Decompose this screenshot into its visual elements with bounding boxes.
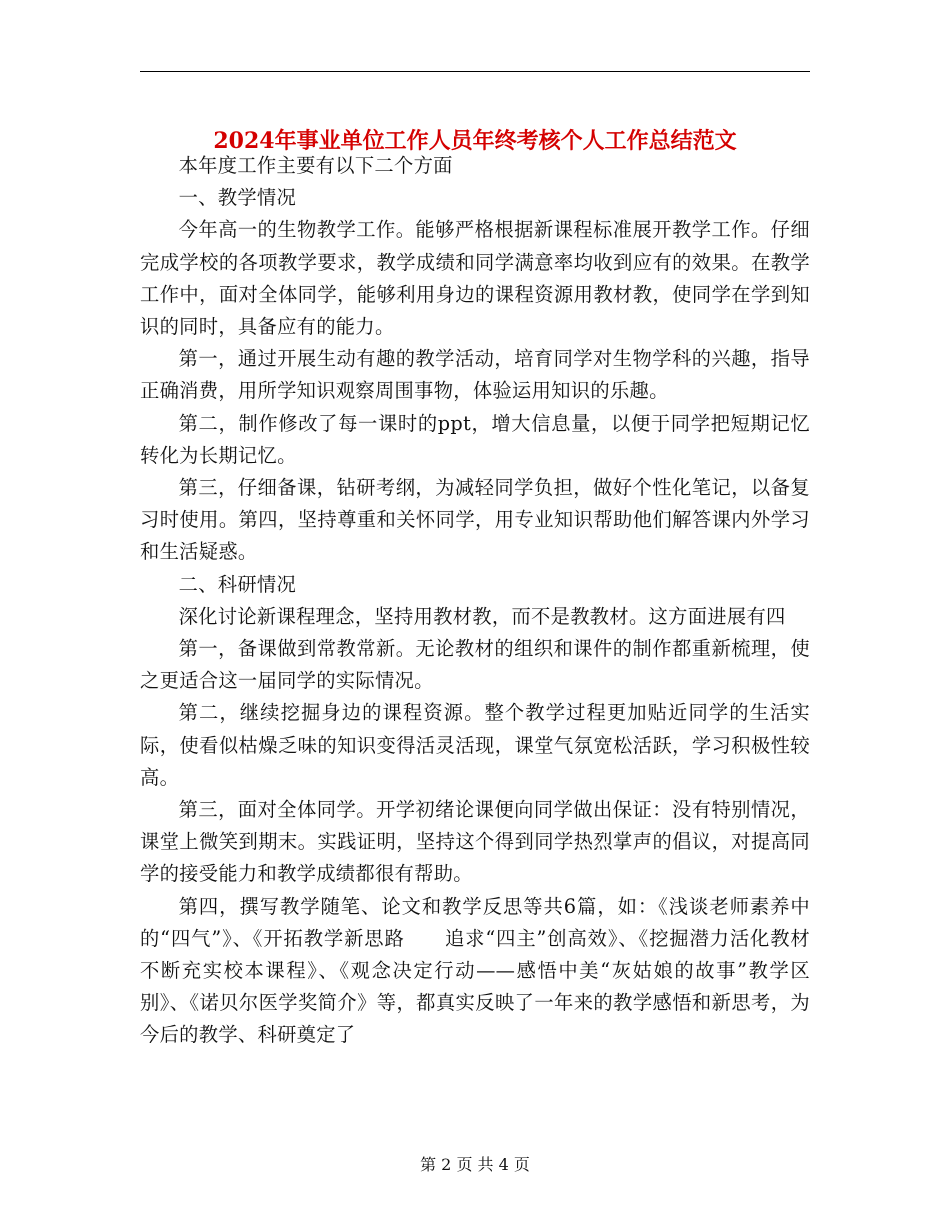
paragraph: 第四，撰写教学随笔、论文和教学反思等共6篇，如：《浅谈老师素养中的“四气”》、《开拓教学新思路 追求“四主”创高效》、《挖掘潜力活化教材 不断充实校本课程》、《观念决定行动——感悟中美“灰姑娘的故事”教学区别》、《诺贝尔医学奖简介》等，都真实反映了一年来的教学感悟和新思考，为今后的教学、科研奠定了: [140, 894, 850, 1047]
paragraph: 本年度工作主要有以下二个方面: [178, 154, 453, 177]
paragraph: 深化讨论新课程理念，坚持用教材教，而不是教教材。这方面进展有四: [178, 604, 786, 628]
paragraph: 第一，备课做到常教常新。无论教材的组织和课件的制作都重新梳理，使之更适合这一届同学的实际情况。: [140, 637, 810, 693]
paragraph: 今年高一的生物教学工作。能够严格根据新课程标准展开教学工作。仔细完成学校的各项教学要求，教学成绩和同学满意率均收到应有的效果。在教学工作中，面对全体同学，能够利用身边的课程资源用教材教，使同学在学到知识的同时，具备应有的能力。: [140, 218, 810, 339]
document-title: 2024年事业单位工作人员年终考核个人工作总结范文: [213, 127, 737, 154]
paragraph: 第二，制作修改了每一课时的ppt，增大信息量，以便于同学把短期记忆转化为长期记忆。: [140, 411, 810, 467]
section-heading: 一、教学情况: [178, 186, 297, 210]
paragraph: 第三，面对全体同学。开学初绪论课便向同学做出保证：没有特别情况，课堂上微笑到期末。实践证明，坚持这个得到同学热烈掌声的倡议，对提高同学的接受能力和教学成绩都很有帮助。: [140, 798, 810, 886]
paragraph: 第一，通过开展生动有趣的教学活动，培育同学对生物学科的兴趣，指导正确消费，用所学知识观察周围事物，体验运用知识的乐趣。: [140, 347, 810, 403]
paragraph: 第三，仔细备课，钻研考纲，为减轻同学负担，做好个性化笔记，以备复习时使用。第四，坚持尊重和关怀同学，用专业知识帮助他们解答课内外学习和生活疑惑。: [140, 476, 810, 564]
header-rule: [140, 71, 810, 72]
section-heading: 二、科研情况: [178, 572, 297, 596]
page-number: 第 2 页 共 4 页: [420, 1155, 530, 1174]
document-body: [140, 150, 850, 1052]
paragraph: 第二，继续挖掘身边的课程资源。整个教学过程更加贴近同学的生活实际，使看似枯燥乏味的知识变得活灵活现，课堂气氛宽松活跃，学习积极性较高。: [140, 701, 810, 789]
